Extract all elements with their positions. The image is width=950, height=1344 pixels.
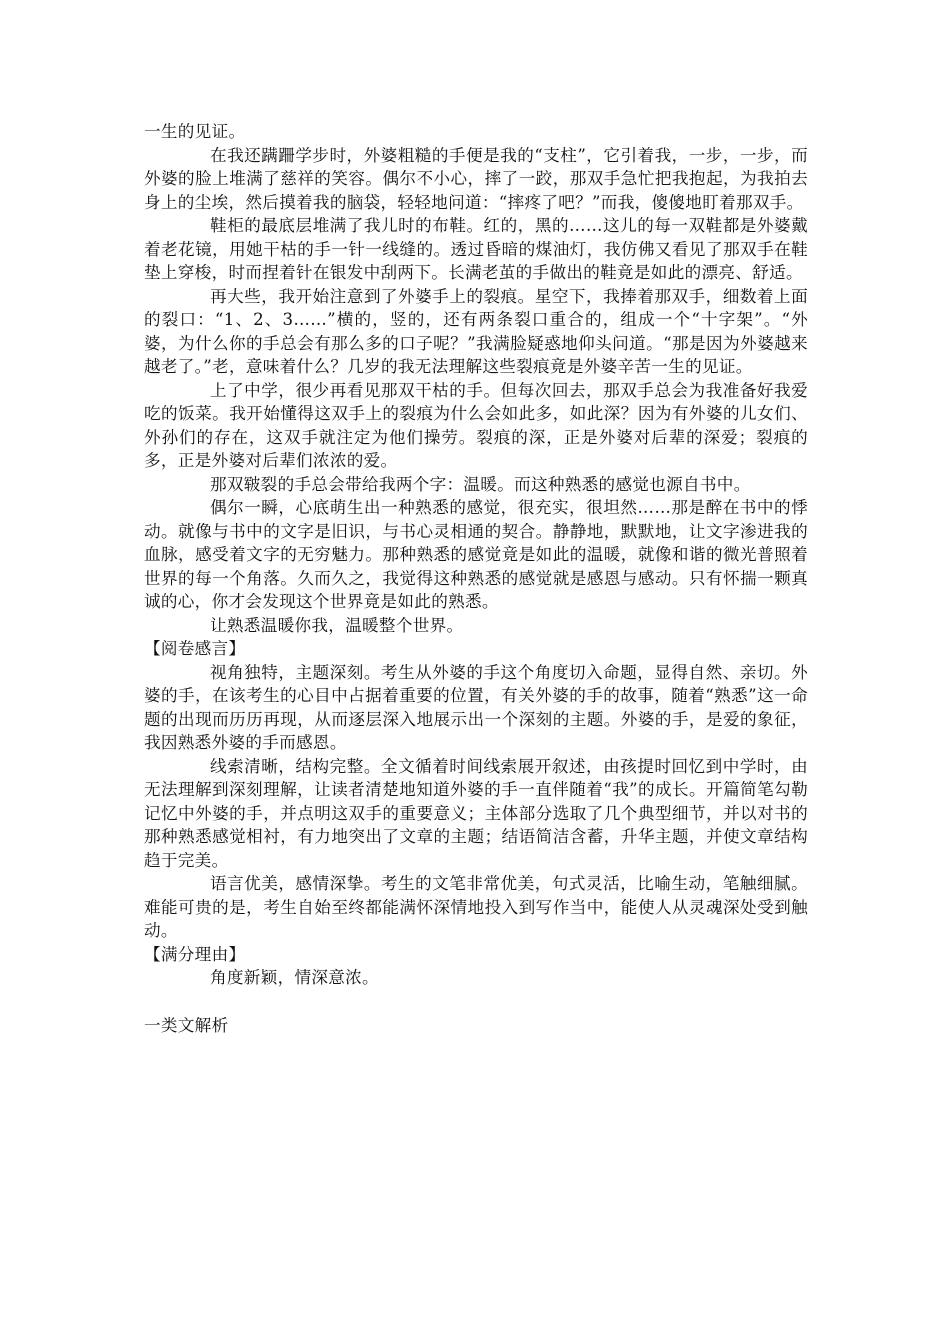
review-paragraph-3: 语言优美，感情深挚。考生的文笔非常优美，句式灵活，比喻生动，笔触细腻。难能可贵的是，考生自始至终都能满怀深情地投入到写作当中，能使人从灵魂深处受到触动。 [144, 874, 808, 940]
reason-paragraph-1: 角度新颖，情深意浓。 [210, 968, 379, 987]
review-paragraph-1: 视角独特，主题深刻。考生从外婆的手这个角度切入命题，显得自然、亲切。外婆的手，在该考生的心目中占据着重要的位置，有关外婆的手的故事，随着“熟悉”这一命题的出现而历历再现，从而逐层深入地展示出一个深刻的主题。外婆的手，是爱的象征，我因熟悉外婆的手而感恩。 [144, 662, 808, 752]
document-page [144, 120, 808, 1037]
essay-paragraph-3: 再大些，我开始注意到了外婆手上的裂痕。星空下，我捧着那双手，细数着上面的裂口：“1、2、3……”横的，竖的，还有两条裂口重合的，组成一个“十字架”。“外婆，为什么你的手总会有那么多的口子呢？”我满脸疑惑地仰头问道。“那是因为外婆越来越老了。”老，意味着什么？几岁的我无法理解这些裂痕竟是外婆辛苦一生的见证。 [144, 286, 808, 376]
review-heading: 【阅卷感言】 [144, 639, 246, 658]
essay-paragraph-6: 偶尔一瞬，心底萌生出一种熟悉的感觉，很充实，很坦然……那是醉在书中的悸动。就像与书中的文字是旧识，与书心灵相通的契合。静静地，默默地，让文字渗进我的血脉，感受着文字的无穷魅力。那种熟悉的感觉竟是如此的温暖，就像和谐的微光普照着世界的每一个角落。久而久之，我觉得这种熟悉的感觉就是感恩与感动。只有怀揣一颗真诚的心，你才会发现这个世界竟是如此的熟悉。 [144, 498, 808, 611]
essay-paragraph-0: 一生的见证。 [144, 122, 246, 141]
essay-paragraph-1: 在我还蹒跚学步时，外婆粗糙的手便是我的“支柱”，它引着我，一步，一步，而外婆的脸上堆满了慈祥的笑容。偶尔不小心，摔了一跤，那双手急忙把我抱起，为我拍去身上的尘埃，然后摸着我的脑袋，轻轻地问道：“摔疼了吧？”而我，傻傻地盯着那双手。 [144, 145, 808, 212]
essay-paragraph-5: 那双皲裂的手总会带给我两个字：温暖。而这种熟悉的感觉也源自书中。 [210, 474, 751, 494]
section-title: 一类文解析 [144, 1015, 229, 1035]
review-paragraph-2: 线索清晰，结构完整。全文循着时间线索展开叙述，由孩提时回忆到中学时，由无法理解到深刻理解，让读者清楚地知道外婆的手一直伴随着“我”的成长。开篇简笔勾勒记忆中外婆的手，并点明这双手的重要意义；主体部分选取了几个典型细节，并以对书的那种熟悉感觉相衬，有力地突出了文章的主题；结语简洁含蓄，升华主题，并使文章结构趋于完美。 [144, 756, 808, 870]
essay-paragraph-4: 上了中学，很少再看见那双干枯的手。但每次回去，那双手总会为我准备好我爱吃的饭菜。我开始懂得这双手上的裂痕为什么会如此多，如此深？因为有外婆的儿女们、外孙们的存在，这双手就注定为他们操劳。裂痕的深，正是外婆对后辈的深爱；裂痕的多，正是外婆对后辈们浓浓的爱。 [144, 380, 808, 470]
section-spacer [144, 990, 808, 1014]
reason-heading: 【满分理由】 [144, 944, 246, 964]
essay-paragraph-7: 让熟悉温暖你我，温暖整个世界。 [210, 615, 464, 635]
essay-paragraph-2: 鞋柜的最底层堆满了我儿时的布鞋。红的，黑的……这儿的每一双鞋都是外婆戴着老花镜，用她干枯的手一针一线缝的。透过昏暗的煤油灯，我仿佛又看见了那双手在鞋垫上穿梭，时而捏着针在银发中刮两下。长满老茧的手做出的鞋竟是如此的漂亮、舒适。 [144, 216, 808, 282]
